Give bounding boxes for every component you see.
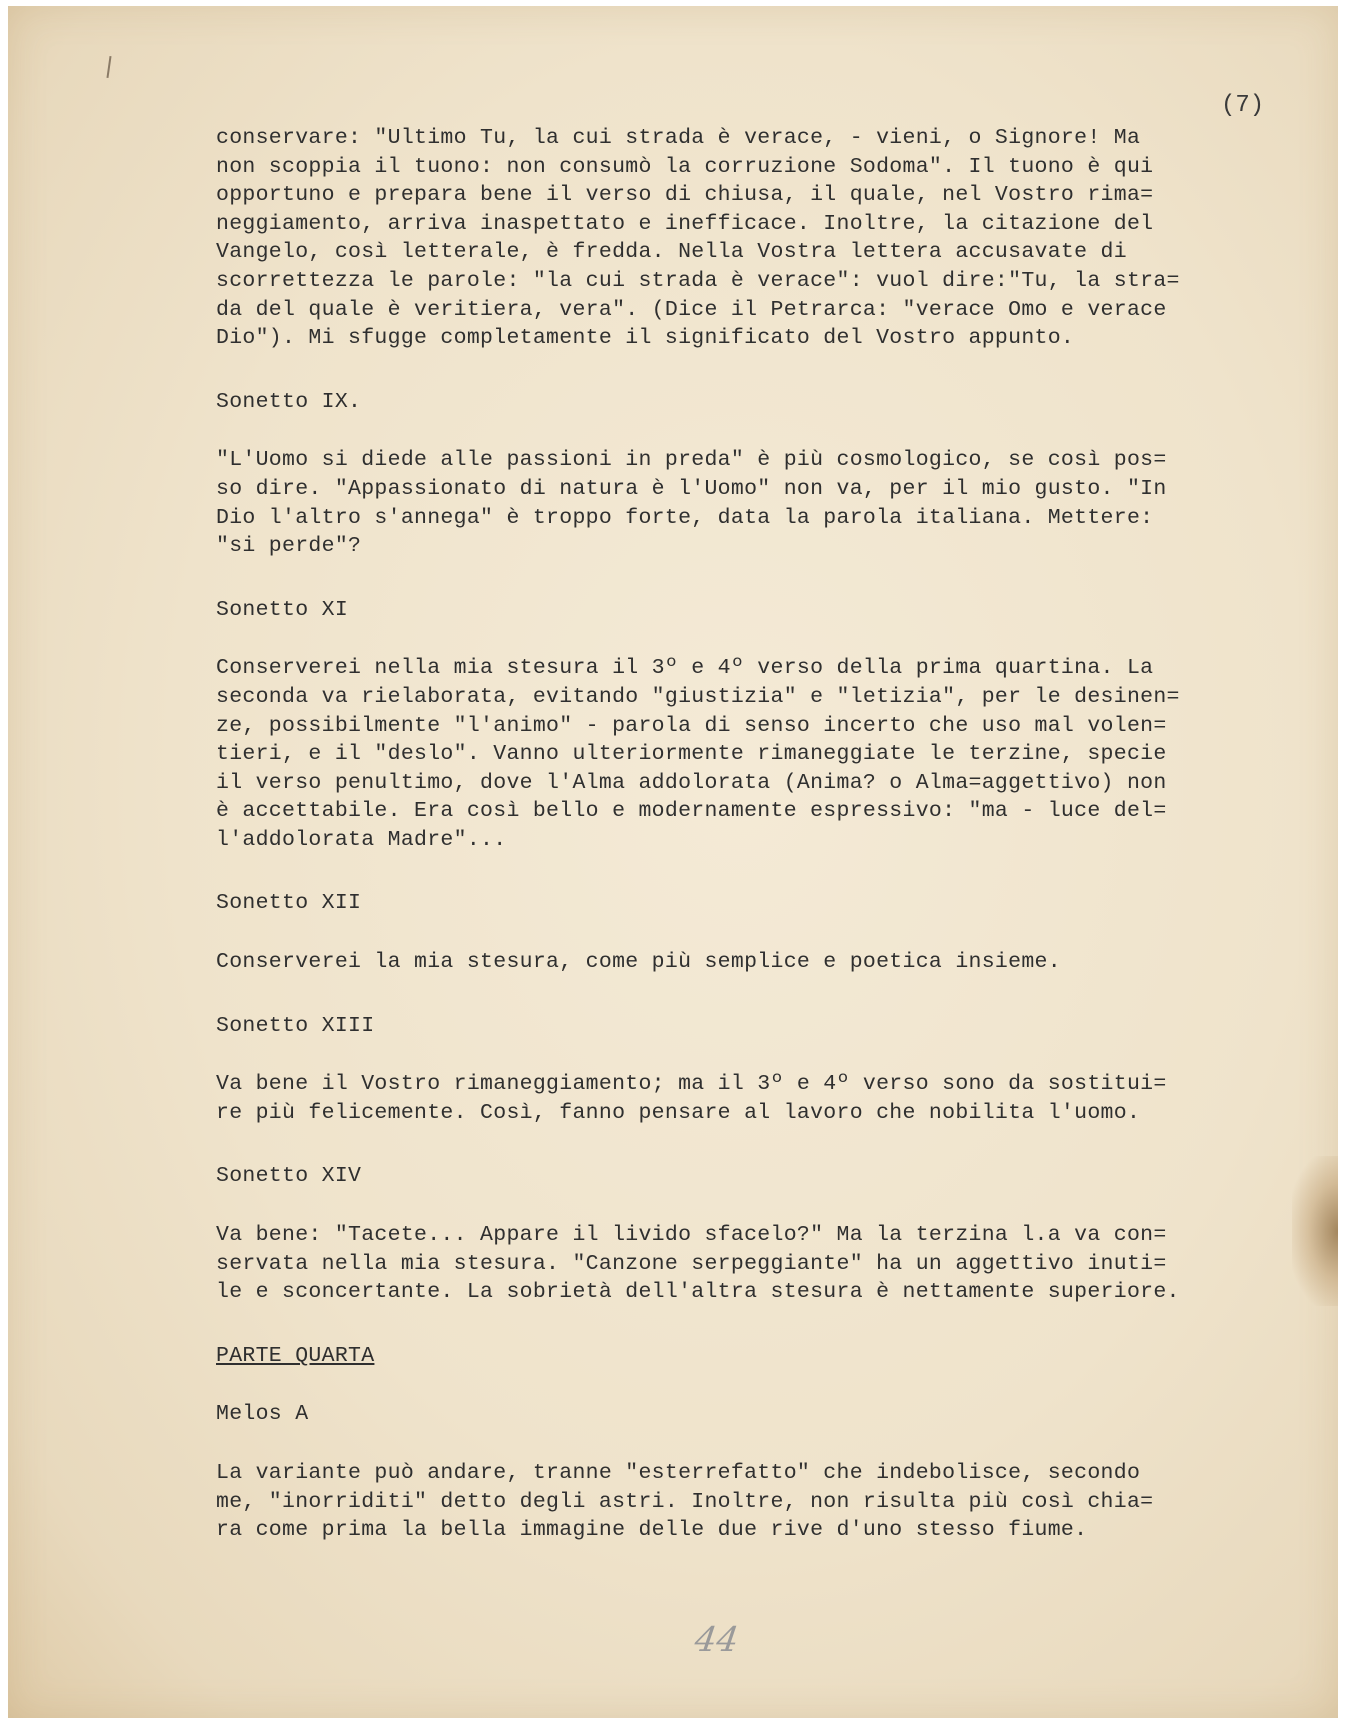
text-line: "L'Uomo si diede alle passioni in preda" è più cosmologico, se così pos= [216,448,1167,473]
section-heading: Sonetto XIV [216,1164,362,1189]
section-heading: Sonetto XII [216,891,362,916]
text-line: le e sconcertante. La sobrietà dell'altra stesura è nettamente superiore. [216,1280,1180,1305]
section-paragraph [216,446,1316,560]
section-paragraph [216,1459,1316,1545]
part-heading: PARTE QUARTA [216,1343,375,1368]
text-line: l'addolorata Madre"... [216,827,507,852]
text-line: Dio l'altro s'annega" è troppo forte, data la parola italiana. Mettere: [216,505,1154,530]
section-heading: Sonetto XI [216,597,349,622]
section-heading: Melos A [216,1402,309,1427]
text-line: seconda va rielaborata, evitando "giustizia" e "letizia", per le desinen= [216,684,1180,709]
section-paragraph [216,948,1316,977]
text-line: è accettabile. Era così bello e modernamente espressivo: "ma - luce del= [216,799,1167,824]
text-line: so dire. "Appassionato di natura è l'Uomo" non va, per il mio gusto. "In [216,476,1167,501]
text-line: servata nella mia stesura. "Canzone serpeggiante" ha un aggettivo inuti= [216,1251,1167,1276]
text-line: Dio"). Mi sfugge completamente il significato del Vostro appunto. [216,326,1075,351]
text-line: neggiamento, arriva inaspettato e inefficace. Inoltre, la citazione del [216,211,1154,236]
text-line: da del quale è veritiera, vera". (Dice il Petrarca: "verace Omo e verace [216,297,1167,322]
intro-paragraph [216,124,1316,353]
text-line: me, "inorriditi" detto degli astri. Inoltre, non risulta più così chia= [216,1489,1154,1514]
section-paragraph [216,1070,1316,1127]
text-line: Conserverei la mia stesura, come più semplice e poetica insieme. [216,950,1061,975]
section-paragraph [216,1221,1316,1307]
text-line: opportuno e prepara bene il verso di chiusa, il quale, nel Vostro rima= [216,183,1154,208]
text-line: ra come prima la bella immagine delle due rive d'uno stesso fiume. [216,1518,1088,1543]
text-line: Vangelo, così letterale, è fredda. Nella Vostra lettera accusavate di [216,240,1127,265]
typed-letter-body [216,124,1316,1545]
section-heading: Sonetto IX. [216,389,362,414]
handwritten-folio-number: 44 [692,1620,742,1660]
text-line: "si perde"? [216,534,362,559]
text-line: ze, possibilmente "l'animo" - parola di senso incerto che uso mal volen= [216,713,1167,738]
text-line: Va bene il Vostro rimaneggiamento; ma il 3º e 4º verso sono da sostitui= [216,1072,1167,1097]
text-line: Va bene: "Tacete... Appare il livido sfacelo?" Ma la terzina l.a va con= [216,1223,1167,1248]
section-heading: Sonetto XIII [216,1013,375,1038]
page-number: (7) [1221,92,1265,119]
text-line: Conserverei nella mia stesura il 3º e 4º verso della prima quartina. La [216,656,1154,681]
section-paragraph [216,654,1316,854]
text-line: tieri, e il "deslo". Vanno ulteriormente rimaneggiate le terzine, specie [216,742,1167,767]
text-line: conservare: "Ultimo Tu, la cui strada è verace, - vieni, o Signore! Ma [216,126,1141,150]
text-line: La variante può andare, tranne "esterrefatto" che indebolisce, secondo [216,1461,1141,1485]
text-line: il verso penultimo, dove l'Alma addolorata (Anima? o Alma=aggettivo) non [216,770,1167,795]
text-line: scorrettezza le parole: "la cui strada è verace": vuol dire:"Tu, la stra= [216,268,1180,293]
text-line: non scoppia il tuono: non consumò la corruzione Sodoma". Il tuono è qui [216,154,1154,179]
text-line: re più felicemente. Così, fanno pensare al lavoro che nobilita l'uomo. [216,1100,1141,1125]
